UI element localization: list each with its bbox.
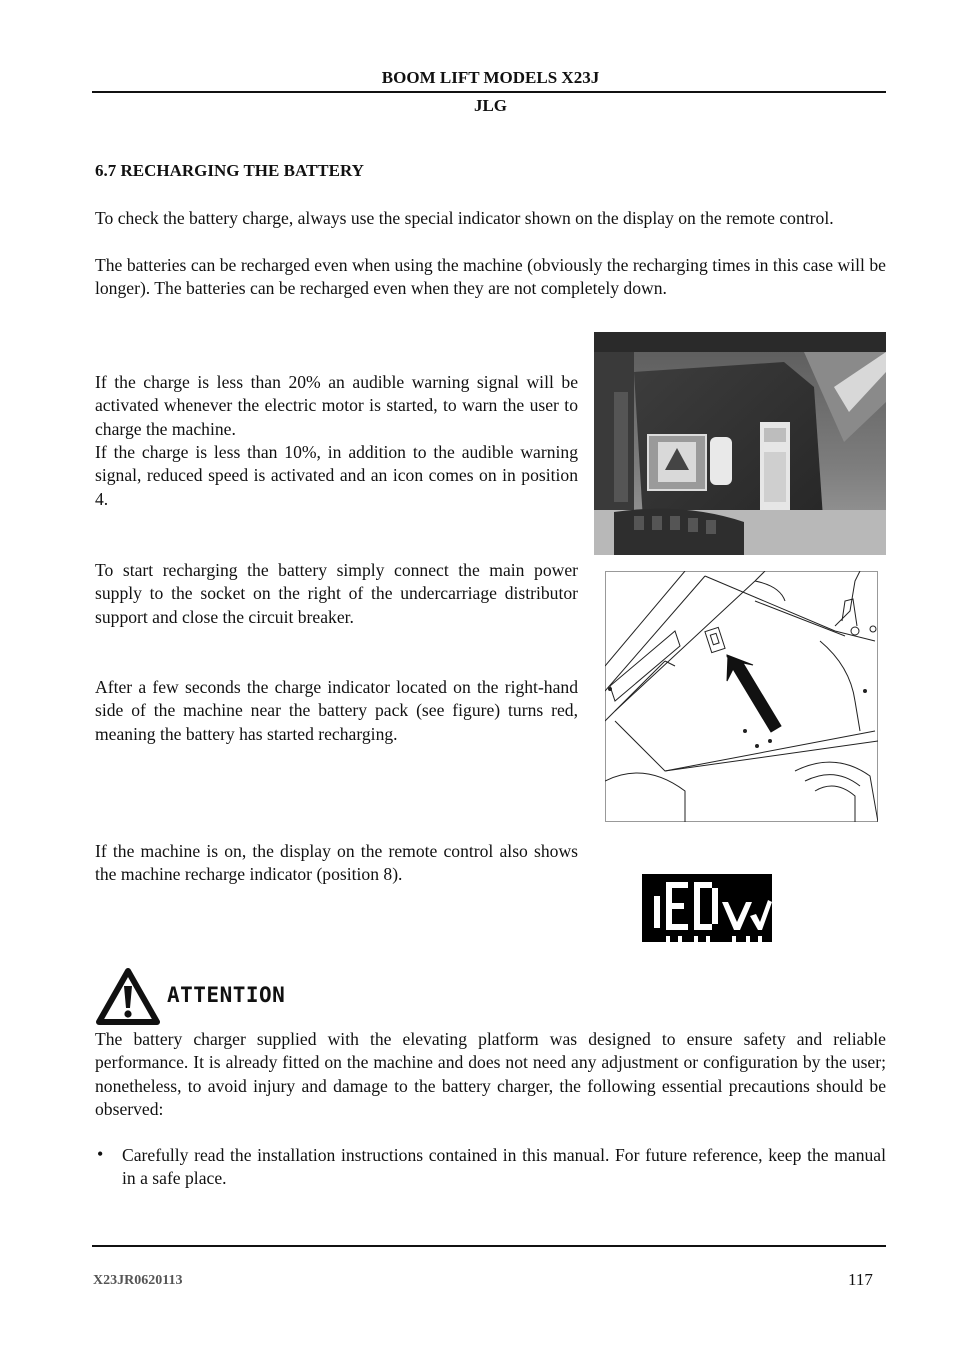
- running-header-title: BOOM LIFT MODELS X23J: [381, 68, 600, 87]
- charge-indicator-drawing: [605, 571, 878, 822]
- recharge-indicator-lcd-icon: [642, 874, 772, 942]
- section-title: 6.7 RECHARGING THE BATTERY: [95, 161, 364, 180]
- bullet-marker: •: [97, 1144, 104, 1164]
- running-header-brand: JLG: [473, 96, 508, 115]
- charge-indicator-paragraph: After a few seconds the charge indicator located on the right-hand side of the machine near the battery pack (see figure) turns red, meaning the battery has started recharging.: [95, 677, 578, 744]
- battery-charger-paragraph: The battery charger supplied with the elevating platform was designed to ensure safety and reliable performance. It is already fitted on the machine and does not need any adjustment or configuration by the user; nonetheless, to avoid injury and damage to the battery charger, the following essential precautions should be observed:: [95, 1029, 886, 1119]
- display-paragraph: If the machine is on, the display on the remote control also shows the machine recharge indicator (position 8).: [95, 841, 578, 885]
- document-code: X23JR0620113: [93, 1273, 183, 1288]
- footer-rule: [92, 1245, 886, 1247]
- header-rule: [92, 91, 886, 93]
- page-number: 117: [848, 1270, 873, 1289]
- battery-pack-photo: [594, 332, 886, 555]
- start-recharge-paragraph: To start recharging the battery simply connect the main power supply to the socket on the right of the undercarriage distributor support and close the circuit breaker.: [95, 560, 578, 627]
- warning-10-paragraph: If the charge is less than 10%, in addition to the audible warning signal, reduced speed is activated and an icon comes on in position 4.: [95, 442, 578, 509]
- warning-20-paragraph: If the charge is less than 20% an audible warning signal will be activated whenever the electric motor is started, to warn the user to charge the machine.: [95, 372, 578, 439]
- intro-paragraph-2: The batteries can be recharged even when using the machine (obviously the recharging times in this case will be longer). The batteries can be recharged even when they are not completely down.: [95, 255, 886, 299]
- bullet-item: Carefully read the installation instructions contained in this manual. For future reference, keep the manual in a safe place.: [122, 1145, 886, 1189]
- warning-triangle-icon: [96, 968, 160, 1026]
- attention-heading: ATTENTION: [167, 983, 286, 1007]
- intro-paragraph-1: To check the battery charge, always use the special indicator shown on the display on the remote control.: [95, 208, 834, 228]
